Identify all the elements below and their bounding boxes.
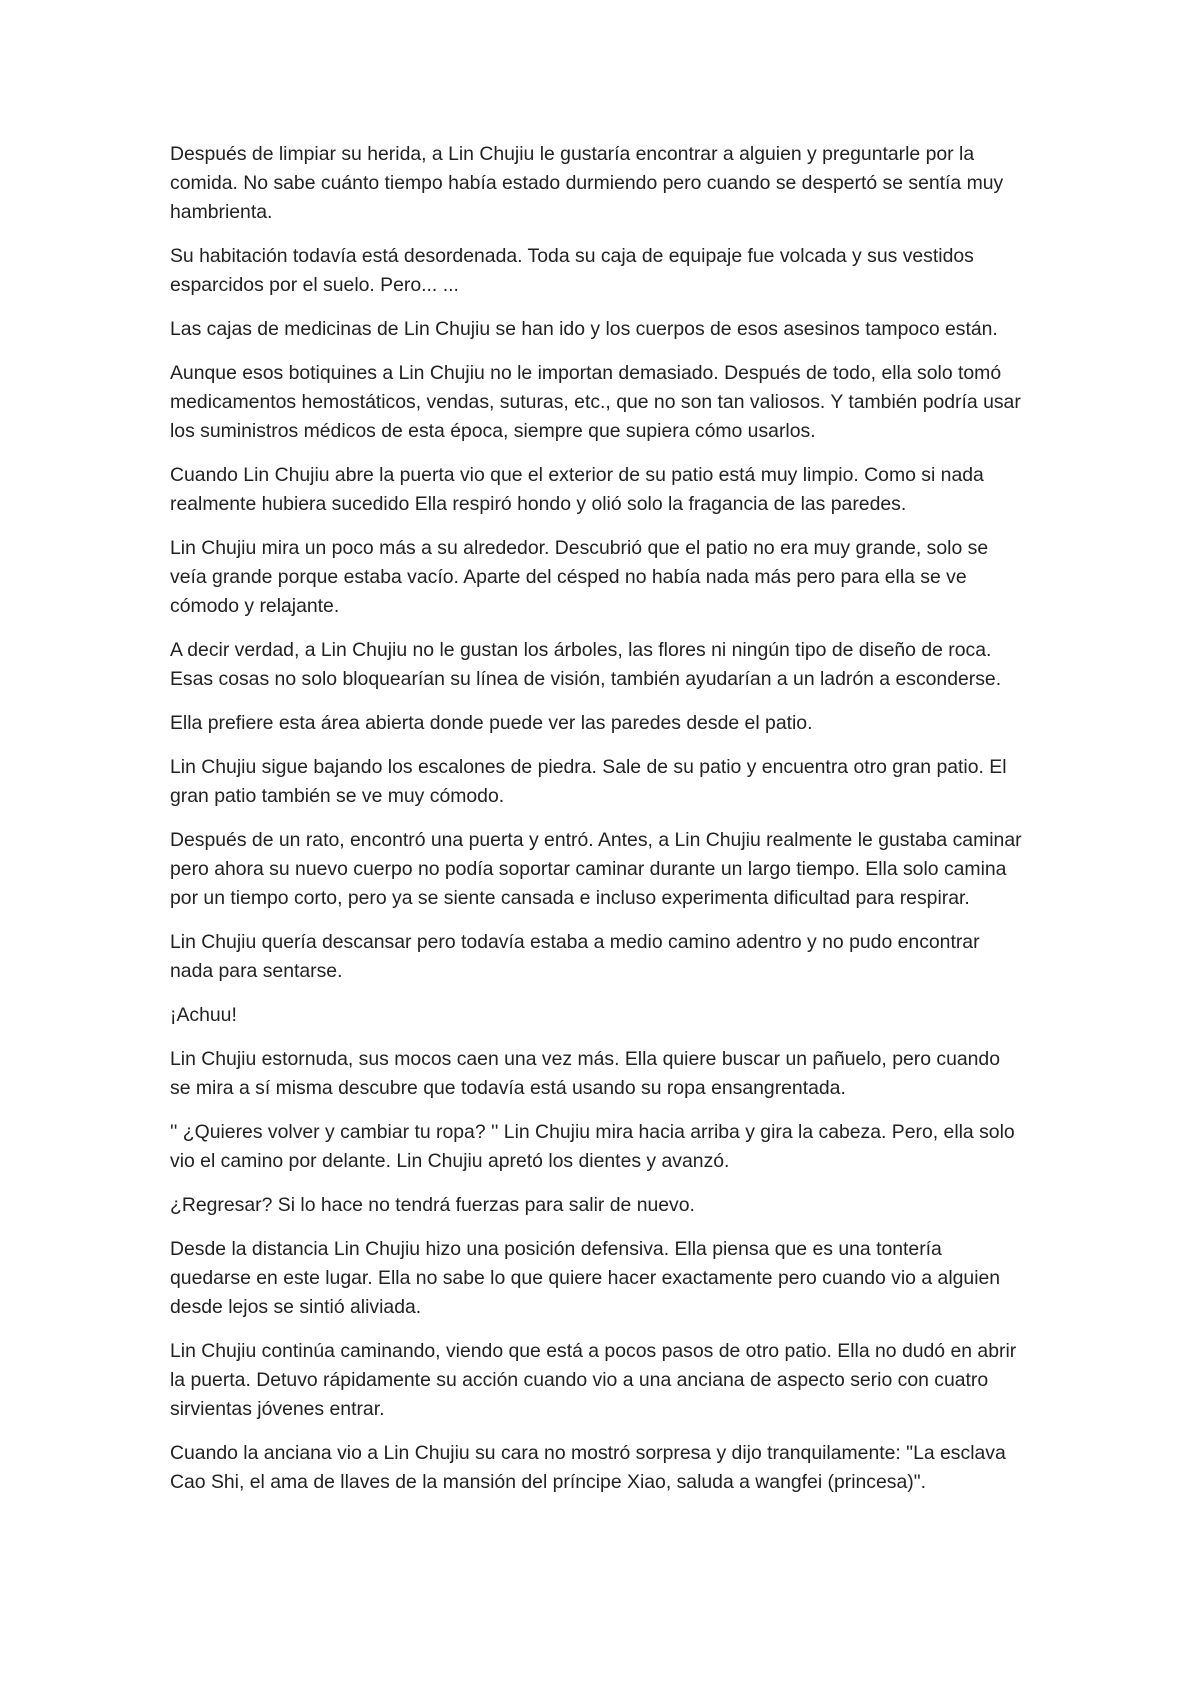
paragraph: Lin Chujiu mira un poco más a su alrededor. Descubrió que el patio no era muy grande, solo se veía grande porque estaba vacío. Aparte del césped no había nada más pero para ella se ve cómodo y relajante. xyxy=(170,537,989,617)
paragraph: Lin Chujiu continúa caminando, viendo que está a pocos pasos de otro patio. Ella no dudó en abrir la puerta. Detuvo rápidamente su acción cuando vio a una anciana de aspecto serio con cuatro sirvientas jóvenes entrar. xyxy=(170,1340,1017,1420)
paragraph: A decir verdad, a Lin Chujiu no le gustan los árboles, las flores ni ningún tipo de diseño de roca. Esas cosas no solo bloquearían su línea de visión, también ayudarían a un ladrón a esconderse. xyxy=(170,639,1002,690)
document-body xyxy=(170,140,1025,1512)
paragraph: Ella prefiere esta área abierta donde puede ver las paredes desde el patio. xyxy=(170,712,813,734)
paragraph: ¿Regresar? Si lo hace no tendrá fuerzas para salir de nuevo. xyxy=(170,1194,695,1216)
paragraph: Después de limpiar su herida, a Lin Chujiu le gustaría encontrar a alguien y preguntarle por la comida. No sabe cuánto tiempo había estado durmiendo pero cuando se despertó se sentía muy hambrienta. xyxy=(170,143,1004,223)
paragraph: Su habitación todavía está desordenada. Toda su caja de equipaje fue volcada y sus vestidos esparcidos por el suelo. Pero... ... xyxy=(170,245,974,296)
paragraph: Lin Chujiu sigue bajando los escalones de piedra. Sale de su patio y encuentra otro gran patio. El gran patio también se ve muy cómodo. xyxy=(170,756,1007,807)
paragraph: ¡Achuu! xyxy=(170,1004,237,1026)
paragraph: Las cajas de medicinas de Lin Chujiu se han ido y los cuerpos de esos asesinos tampoco están. xyxy=(170,318,998,340)
paragraph: Cuando Lin Chujiu abre la puerta vio que el exterior de su patio está muy limpio. Como si nada realmente hubiera sucedido Ella respiró hondo y olió solo la fragancia de las paredes. xyxy=(170,464,984,515)
paragraph: Aunque esos botiquines a Lin Chujiu no le importan demasiado. Después de todo, ella solo tomó medicamentos hemostáticos, vendas, suturas, etc., que no son tan valiosos. Y también podría usar los suministros médicos de esta época, siempre que supiera cómo usarlos. xyxy=(170,362,1021,442)
paragraph: Lin Chujiu estornuda, sus mocos caen una vez más. Ella quiere buscar un pañuelo, pero cuando se mira a sí misma descubre que todavía está usando su ropa ensangrentada. xyxy=(170,1048,1001,1099)
paragraph: Después de un rato, encontró una puerta y entró. Antes, a Lin Chujiu realmente le gustaba caminar pero ahora su nuevo cuerpo no podía soportar caminar durante un largo tiempo. Ella solo camina por un tiempo corto, pero ya se siente cansada e incluso experimenta dificultad para respirar. xyxy=(170,829,1022,909)
paragraph: Desde la distancia Lin Chujiu hizo una posición defensiva. Ella piensa que es una tontería quedarse en este lugar. Ella no sabe lo que quiere hacer exactamente pero cuando vio a alguien desde lejos se sintió aliviada. xyxy=(170,1238,1001,1318)
paragraph: Lin Chujiu quería descansar pero todavía estaba a medio camino adentro y no pudo encontrar nada para sentarse. xyxy=(170,931,980,982)
paragraph: '' ¿Quieres volver y cambiar tu ropa? '' Lin Chujiu mira hacia arriba y gira la cabeza. Pero, ella solo vio el camino por delante. Lin Chujiu apretó los dientes y avanzó. xyxy=(170,1121,1015,1172)
paragraph: Cuando la anciana vio a Lin Chujiu su cara no mostró sorpresa y dijo tranquilamente: "La esclava Cao Shi, el ama de llaves de la mansión del príncipe Xiao, saluda a wangfei (princesa)". xyxy=(170,1442,1006,1493)
